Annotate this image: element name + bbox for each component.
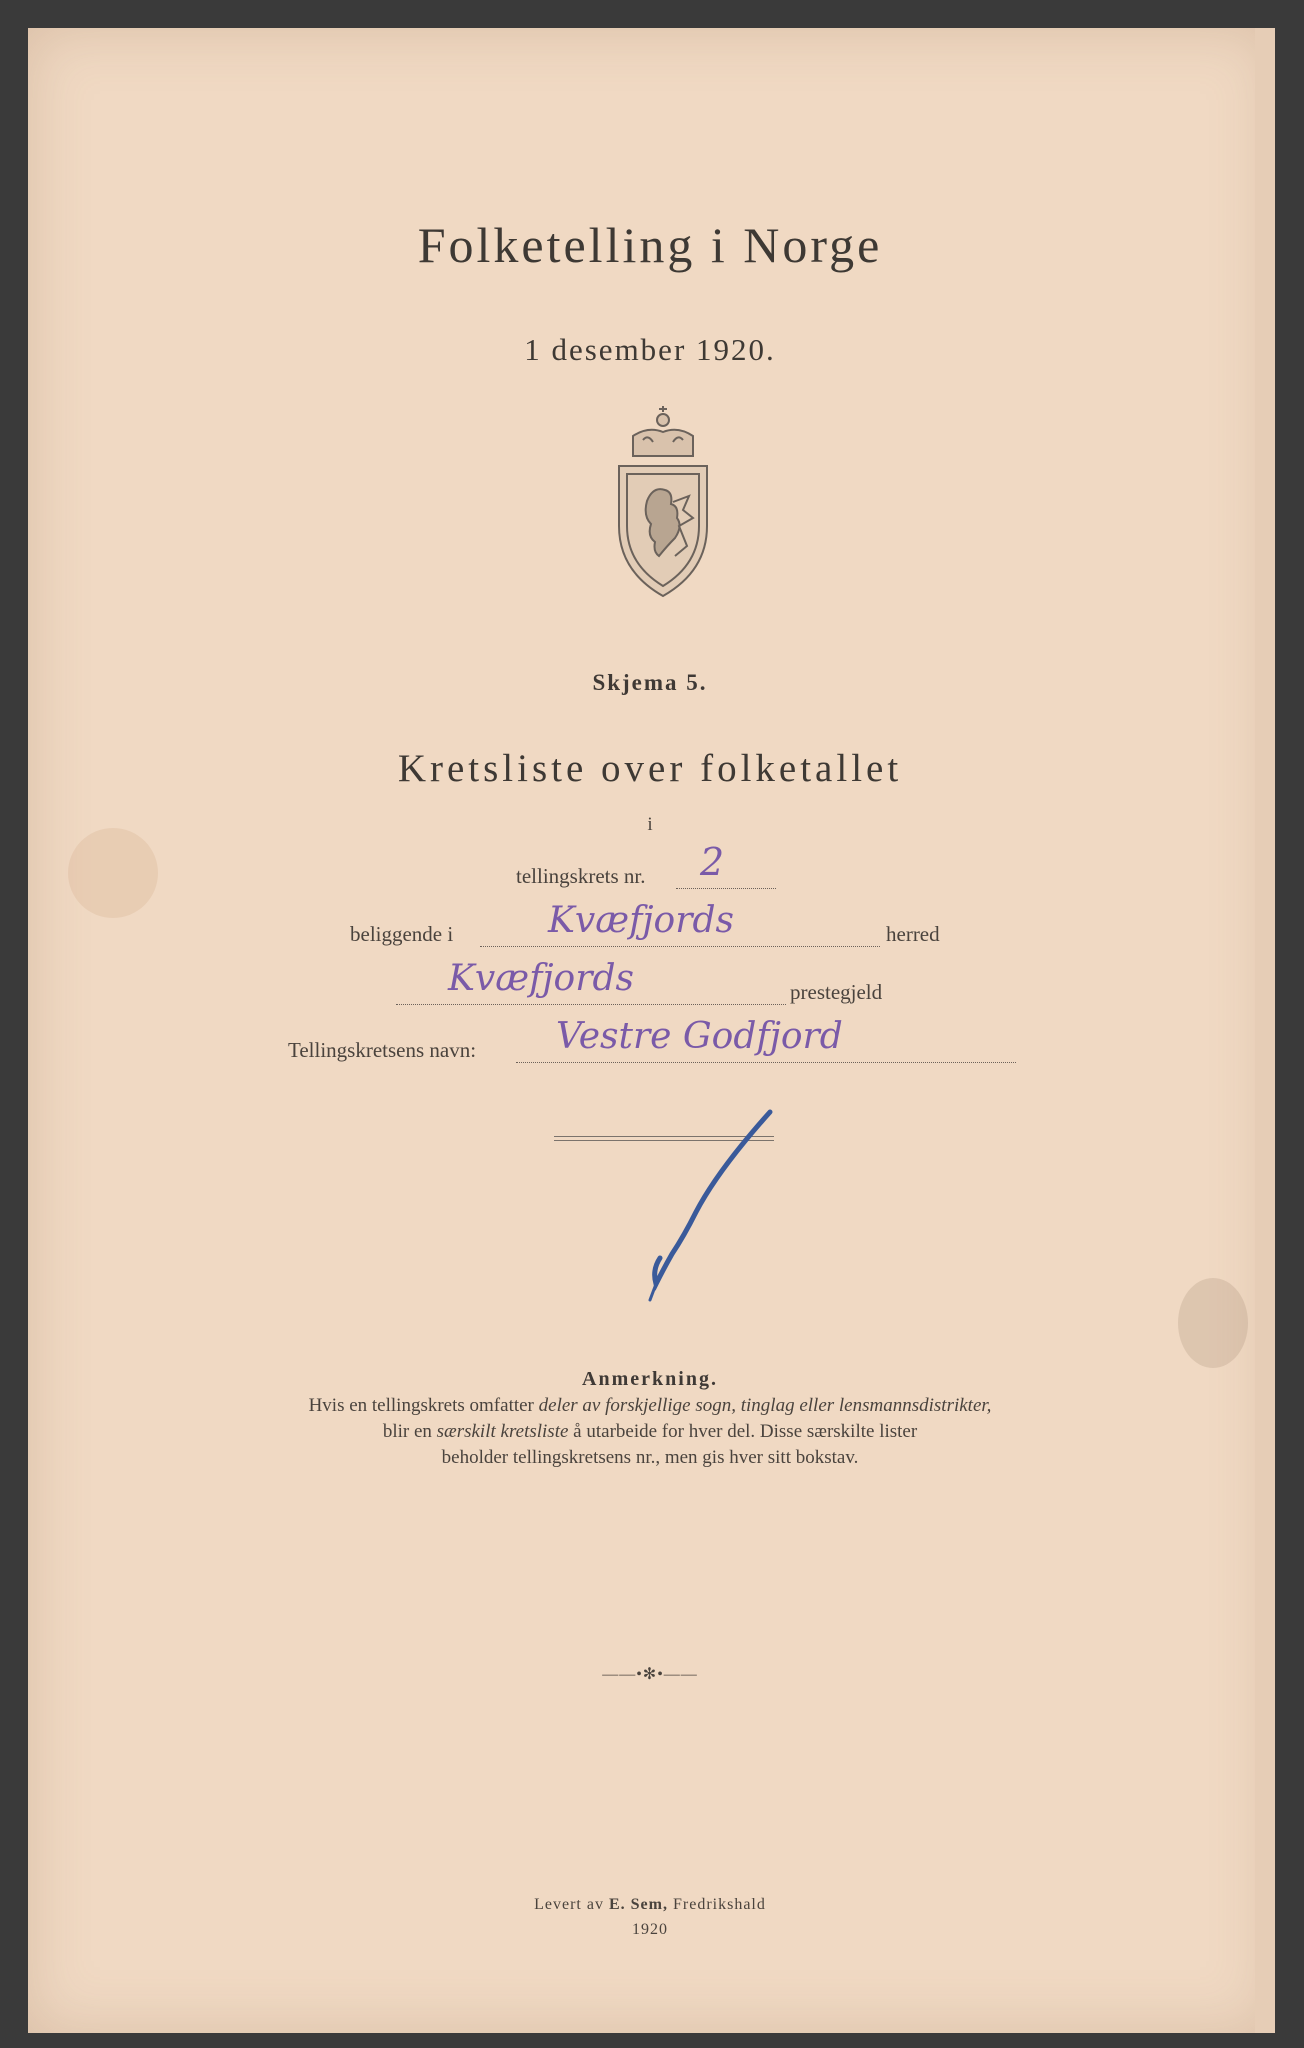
note-line-2-italic: særskilt kretsliste bbox=[436, 1421, 569, 1442]
note-line-2-end: å utarbeide for hver del. Disse særskilte lister bbox=[568, 1421, 918, 1442]
note-line-1-italic: deler av forskjellige sogn, tinglag eller lensmannsdistrikter, bbox=[538, 1395, 992, 1416]
herred-line bbox=[480, 946, 880, 947]
paper-stain bbox=[1178, 1278, 1248, 1368]
herred-suffix-label: herred bbox=[886, 922, 940, 946]
krets-name-value: Vestre Godfjord bbox=[556, 1016, 843, 1057]
form-heading: Kretsliste over folketallet bbox=[397, 747, 903, 790]
krets-name-label: Tellingskretsens navn: bbox=[288, 1038, 477, 1062]
note-heading: Anmerkning. bbox=[582, 1368, 718, 1390]
prestegjeld-value: Kvæfjords bbox=[448, 958, 634, 999]
printer-credit bbox=[28, 1896, 1272, 1914]
note-line-2-text: blir en bbox=[382, 1421, 437, 1442]
coat-of-arms-icon bbox=[603, 406, 723, 606]
krets-name-line bbox=[516, 1062, 1016, 1063]
form-number: Skjema 5. bbox=[592, 670, 708, 695]
ornament-divider: ——•✻•—— bbox=[602, 1666, 698, 1683]
note-line-2 bbox=[28, 1421, 1272, 1443]
herred-prefix-label: beliggende i bbox=[350, 922, 454, 946]
printer-name: E. Sem, bbox=[608, 1896, 668, 1913]
herred-value: Kvæfjords bbox=[548, 900, 734, 941]
paper-stain bbox=[68, 828, 158, 918]
page-edge bbox=[1255, 28, 1275, 2033]
krets-number-label: tellingskrets nr. bbox=[516, 864, 646, 888]
census-form-page bbox=[28, 28, 1272, 2033]
krets-number-value: 2 bbox=[700, 840, 725, 884]
printer-place: Fredrikshald bbox=[667, 1896, 766, 1913]
prestegjeld-line bbox=[396, 1004, 786, 1005]
note-line-3: beholder tellingskretsens nr., men gis hver sitt bokstav. bbox=[441, 1447, 859, 1468]
prestegjeld-suffix-label: prestegjeld bbox=[790, 980, 883, 1004]
note-line-1 bbox=[28, 1395, 1272, 1417]
note-line-1-text: Hvis en tellingskrets omfatter bbox=[308, 1395, 539, 1416]
printer-prefix: Levert av bbox=[534, 1896, 609, 1913]
krets-number-line bbox=[676, 888, 776, 889]
preposition-text: i bbox=[647, 814, 653, 835]
page-title: Folketelling i Norge bbox=[417, 217, 883, 273]
checkmark-icon bbox=[620, 1108, 800, 1328]
printer-year: 1920 bbox=[632, 1921, 668, 1938]
census-date: 1 desember 1920. bbox=[524, 332, 776, 367]
